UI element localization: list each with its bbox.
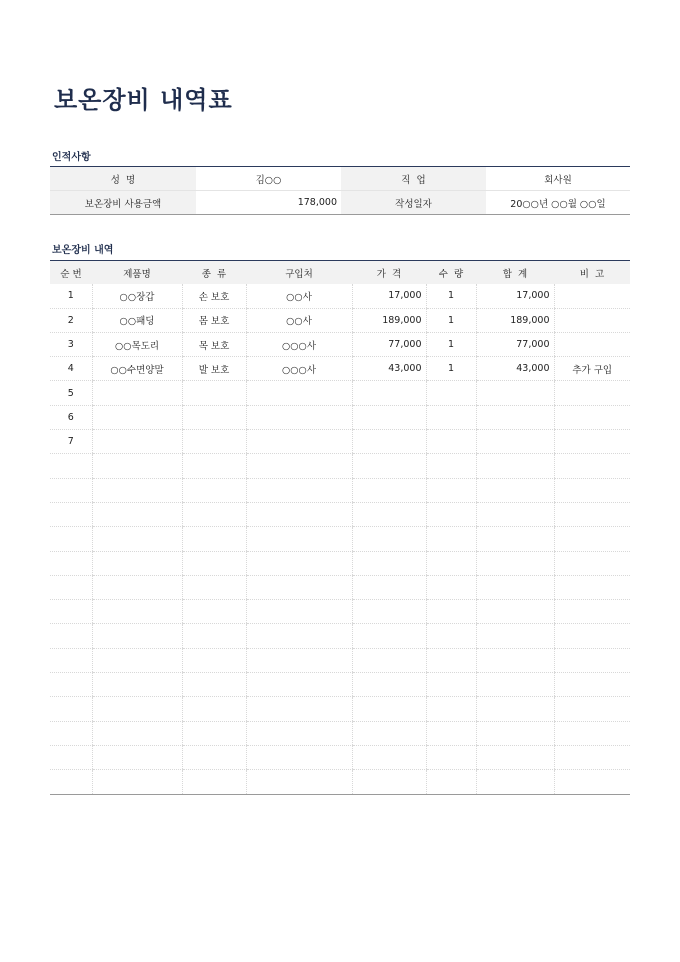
cell-product xyxy=(92,551,182,575)
cell-qty xyxy=(426,770,476,794)
cell-vendor xyxy=(246,551,352,575)
cell-note xyxy=(554,697,630,721)
cell-total xyxy=(476,575,554,599)
cell-price xyxy=(352,648,426,672)
cell-price xyxy=(352,405,426,429)
amount-label: 보온장비 사용금액 xyxy=(50,191,196,215)
cell-total xyxy=(476,648,554,672)
table-row xyxy=(50,357,630,381)
cell-product xyxy=(92,381,182,405)
cell-seq: 3 xyxy=(50,332,92,356)
table-row xyxy=(50,770,630,794)
cell-qty xyxy=(426,502,476,526)
cell-vendor xyxy=(246,770,352,794)
cell-qty xyxy=(426,648,476,672)
column-header-qty: 수 량 xyxy=(426,261,476,285)
cell-total xyxy=(476,551,554,575)
cell-product xyxy=(92,454,182,478)
cell-vendor xyxy=(246,405,352,429)
cell-product xyxy=(92,673,182,697)
cell-qty xyxy=(426,697,476,721)
cell-total xyxy=(476,697,554,721)
cell-note xyxy=(554,478,630,502)
cell-seq: 5 xyxy=(50,381,92,405)
cell-qty xyxy=(426,430,476,454)
cell-seq xyxy=(50,770,92,794)
cell-note xyxy=(554,721,630,745)
cell-note xyxy=(554,430,630,454)
name-label: 성 명 xyxy=(50,167,196,191)
cell-note xyxy=(554,575,630,599)
cell-vendor xyxy=(246,381,352,405)
cell-vendor xyxy=(246,527,352,551)
cell-total xyxy=(476,600,554,624)
cell-seq: 7 xyxy=(50,430,92,454)
cell-type xyxy=(182,624,246,648)
cell-type xyxy=(182,648,246,672)
cell-type: 발 보호 xyxy=(182,357,246,381)
cell-type: 목 보호 xyxy=(182,332,246,356)
cell-total: 43,000 xyxy=(476,357,554,381)
table-row xyxy=(50,721,630,745)
column-header-product: 제품명 xyxy=(92,261,182,285)
table-row xyxy=(50,430,630,454)
personal-row xyxy=(50,191,630,215)
cell-qty xyxy=(426,381,476,405)
cell-total xyxy=(476,502,554,526)
table-row xyxy=(50,648,630,672)
cell-price: 77,000 xyxy=(352,332,426,356)
amount-value: 178,000 xyxy=(297,197,337,208)
table-row xyxy=(50,332,630,356)
column-header-note: 비 고 xyxy=(554,261,630,285)
cell-vendor xyxy=(246,575,352,599)
cell-seq: 4 xyxy=(50,357,92,381)
job-label: 직 업 xyxy=(341,167,486,191)
cell-total xyxy=(476,673,554,697)
cell-price xyxy=(352,745,426,769)
cell-note xyxy=(554,332,630,356)
cell-total xyxy=(476,381,554,405)
cell-price: 17,000 xyxy=(352,284,426,308)
cell-qty: 1 xyxy=(426,284,476,308)
cell-note xyxy=(554,673,630,697)
column-header-seq: 순 번 xyxy=(50,261,92,285)
cell-product xyxy=(92,478,182,502)
table-row xyxy=(50,527,630,551)
cell-vendor: ○○○사 xyxy=(246,332,352,356)
personal-row xyxy=(50,167,630,191)
cell-price xyxy=(352,600,426,624)
cell-seq xyxy=(50,454,92,478)
cell-seq xyxy=(50,600,92,624)
cell-vendor xyxy=(246,673,352,697)
cell-note xyxy=(554,600,630,624)
cell-qty: 1 xyxy=(426,357,476,381)
cell-vendor xyxy=(246,697,352,721)
cell-vendor xyxy=(246,624,352,648)
table-header-row xyxy=(50,261,630,285)
cell-type xyxy=(182,527,246,551)
cell-qty xyxy=(426,527,476,551)
cell-total: 17,000 xyxy=(476,284,554,308)
table-row xyxy=(50,745,630,769)
cell-vendor: ○○사 xyxy=(246,284,352,308)
cell-qty xyxy=(426,551,476,575)
cell-product: ○○패딩 xyxy=(92,308,182,332)
job-value: 회사원 xyxy=(486,167,630,191)
column-header-price: 가 격 xyxy=(352,261,426,285)
cell-seq xyxy=(50,673,92,697)
cell-qty xyxy=(426,673,476,697)
cell-type xyxy=(182,478,246,502)
cell-vendor: ○○○사 xyxy=(246,357,352,381)
cell-product xyxy=(92,405,182,429)
column-header-vendor: 구입처 xyxy=(246,261,352,285)
cell-note xyxy=(554,770,630,794)
cell-seq xyxy=(50,721,92,745)
page-title: 보온장비 내역표 xyxy=(54,86,233,114)
cell-price xyxy=(352,624,426,648)
table-row xyxy=(50,551,630,575)
cell-price xyxy=(352,527,426,551)
cell-total xyxy=(476,478,554,502)
cell-total: 189,000 xyxy=(476,308,554,332)
column-header-type: 종 류 xyxy=(182,261,246,285)
cell-seq xyxy=(50,527,92,551)
cell-total xyxy=(476,624,554,648)
cell-total: 77,000 xyxy=(476,332,554,356)
cell-seq: 2 xyxy=(50,308,92,332)
cell-product xyxy=(92,430,182,454)
cell-product xyxy=(92,624,182,648)
cell-seq xyxy=(50,624,92,648)
cell-note: 추가 구입 xyxy=(554,357,630,381)
cell-qty: 1 xyxy=(426,308,476,332)
cell-type xyxy=(182,430,246,454)
cell-qty: 1 xyxy=(426,332,476,356)
cell-product: ○○목도리 xyxy=(92,332,182,356)
cell-product: ○○장갑 xyxy=(92,284,182,308)
cell-type xyxy=(182,405,246,429)
cell-price xyxy=(352,478,426,502)
cell-seq: 6 xyxy=(50,405,92,429)
cell-qty xyxy=(426,600,476,624)
table-row xyxy=(50,697,630,721)
cell-product xyxy=(92,697,182,721)
cell-price xyxy=(352,770,426,794)
cell-total xyxy=(476,721,554,745)
cell-type: 손 보호 xyxy=(182,284,246,308)
table-row xyxy=(50,308,630,332)
cell-seq: 1 xyxy=(50,284,92,308)
section-title-items: 보온장비 내역 xyxy=(52,245,114,256)
cell-price: 189,000 xyxy=(352,308,426,332)
cell-total xyxy=(476,454,554,478)
cell-product xyxy=(92,648,182,672)
cell-seq xyxy=(50,745,92,769)
cell-vendor xyxy=(246,745,352,769)
cell-note xyxy=(554,648,630,672)
table-row xyxy=(50,284,630,308)
cell-seq xyxy=(50,502,92,526)
cell-seq xyxy=(50,575,92,599)
cell-note xyxy=(554,405,630,429)
cell-price xyxy=(352,721,426,745)
cell-type xyxy=(182,381,246,405)
table-row xyxy=(50,502,630,526)
cell-product xyxy=(92,575,182,599)
table-row xyxy=(50,575,630,599)
cell-total xyxy=(476,745,554,769)
table-row xyxy=(50,454,630,478)
table-row xyxy=(50,478,630,502)
cell-vendor xyxy=(246,478,352,502)
cell-type xyxy=(182,502,246,526)
cell-note xyxy=(554,454,630,478)
cell-total xyxy=(476,527,554,551)
name-value: 김○○ xyxy=(196,167,341,191)
cell-product xyxy=(92,600,182,624)
cell-note xyxy=(554,381,630,405)
section-title-personal: 인적사항 xyxy=(52,152,91,163)
cell-type xyxy=(182,721,246,745)
cell-product xyxy=(92,745,182,769)
cell-type xyxy=(182,770,246,794)
cell-vendor: ○○사 xyxy=(246,308,352,332)
cell-vendor xyxy=(246,502,352,526)
cell-type xyxy=(182,600,246,624)
table-row xyxy=(50,600,630,624)
cell-qty xyxy=(426,575,476,599)
cell-seq xyxy=(50,551,92,575)
cell-seq xyxy=(50,478,92,502)
cell-price xyxy=(352,502,426,526)
cell-price xyxy=(352,673,426,697)
cell-vendor xyxy=(246,721,352,745)
cell-qty xyxy=(426,624,476,648)
cell-vendor xyxy=(246,648,352,672)
date-label: 작성일자 xyxy=(341,191,486,215)
cell-qty xyxy=(426,478,476,502)
personal-info-table xyxy=(50,166,630,215)
cell-price xyxy=(352,430,426,454)
cell-product: ○○수면양말 xyxy=(92,357,182,381)
cell-qty xyxy=(426,405,476,429)
cell-vendor xyxy=(246,454,352,478)
cell-type xyxy=(182,454,246,478)
cell-product xyxy=(92,502,182,526)
cell-type: 몸 보호 xyxy=(182,308,246,332)
cell-type xyxy=(182,575,246,599)
cell-product xyxy=(92,770,182,794)
cell-type xyxy=(182,745,246,769)
cell-price xyxy=(352,454,426,478)
cell-product xyxy=(92,721,182,745)
table-row xyxy=(50,673,630,697)
cell-total xyxy=(476,770,554,794)
cell-note xyxy=(554,745,630,769)
cell-price: 43,000 xyxy=(352,357,426,381)
cell-type xyxy=(182,673,246,697)
cell-note xyxy=(554,502,630,526)
cell-note xyxy=(554,527,630,551)
cell-note xyxy=(554,308,630,332)
cell-price xyxy=(352,575,426,599)
cell-qty xyxy=(426,745,476,769)
cell-total xyxy=(476,430,554,454)
cell-qty xyxy=(426,721,476,745)
table-row xyxy=(50,381,630,405)
cell-type xyxy=(182,551,246,575)
cell-price xyxy=(352,381,426,405)
cell-product xyxy=(92,527,182,551)
cell-type xyxy=(182,697,246,721)
equipment-table xyxy=(50,260,630,795)
cell-vendor xyxy=(246,600,352,624)
date-value: 20○○년 ○○월 ○○일 xyxy=(510,198,606,210)
cell-seq xyxy=(50,697,92,721)
table-row xyxy=(50,405,630,429)
cell-vendor xyxy=(246,430,352,454)
cell-note xyxy=(554,551,630,575)
cell-note xyxy=(554,284,630,308)
cell-price xyxy=(352,551,426,575)
cell-note xyxy=(554,624,630,648)
column-header-total: 합 계 xyxy=(476,261,554,285)
cell-qty xyxy=(426,454,476,478)
table-row xyxy=(50,624,630,648)
cell-total xyxy=(476,405,554,429)
cell-seq xyxy=(50,648,92,672)
cell-price xyxy=(352,697,426,721)
